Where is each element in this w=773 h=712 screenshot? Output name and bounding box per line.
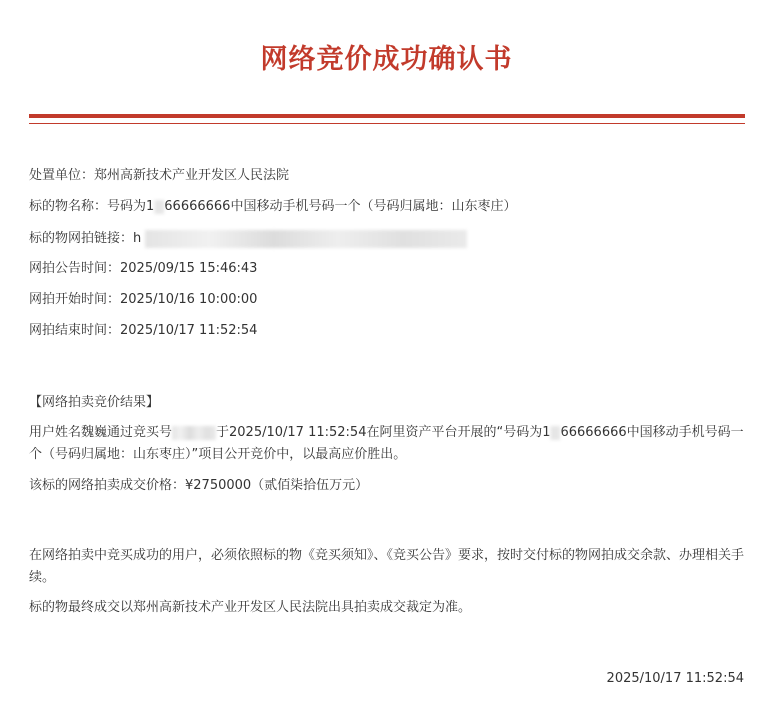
item-name-prefix: 标的物名称：号码为1 bbox=[29, 199, 155, 214]
result-text-b: 于2025/10/17 11:52:54在阿里资产平台开展的“号码为1 bbox=[216, 425, 551, 440]
result-text-c: 66666666中国移动手机号码一个（号码归属地：山东枣庄）”项目公开竞价中，以最高应价胜出。 bbox=[29, 425, 744, 462]
page-title: 网络竞价成功确认书 bbox=[260, 44, 513, 75]
result-heading: 【网络拍卖竞价结果】 bbox=[29, 395, 160, 410]
disposal-unit: 处置单位：郑州高新技术产业开发区人民法院 bbox=[29, 168, 290, 183]
item-name bbox=[29, 197, 516, 217]
item-link-prefix: 标的物网拍链接：h bbox=[29, 231, 142, 246]
title-divider-thick bbox=[29, 114, 745, 118]
notice-paragraph-2: 标的物最终成交以郑州高新技术产业开发区人民法院出具拍卖成交裁定为准。 bbox=[29, 600, 472, 615]
item-name-suffix: 66666666中国移动手机号码一个（号码归属地：山东枣庄） bbox=[164, 199, 517, 214]
result-text-a: 用户姓名魏巍通过竞买号 bbox=[29, 425, 173, 440]
end-time: 网拍结束时间：2025/10/17 11:52:54 bbox=[29, 323, 258, 338]
redacted-digits-2 bbox=[550, 426, 560, 440]
title-divider-thin bbox=[29, 123, 745, 124]
redacted-link bbox=[145, 230, 467, 248]
issue-date: 2025/10/17 11:52:54 bbox=[606, 671, 744, 686]
announce-time: 网拍公告时间：2025/09/15 15:46:43 bbox=[29, 261, 258, 276]
start-time: 网拍开始时间：2025/10/16 10:00:00 bbox=[29, 292, 258, 307]
redacted-digits bbox=[154, 200, 164, 214]
redacted-bid-number bbox=[172, 426, 216, 440]
result-paragraph bbox=[29, 422, 745, 466]
item-link bbox=[29, 229, 467, 249]
deal-price: 该标的网络拍卖成交价格：¥2750000（贰佰柒拾伍万元） bbox=[29, 478, 369, 493]
notice-paragraph-1: 在网络拍卖中竞买成功的用户，必须依照标的物《竞买须知》、《竞买公告》要求，按时交付标的物网拍成交余款、办理相关手续。 bbox=[29, 548, 745, 585]
